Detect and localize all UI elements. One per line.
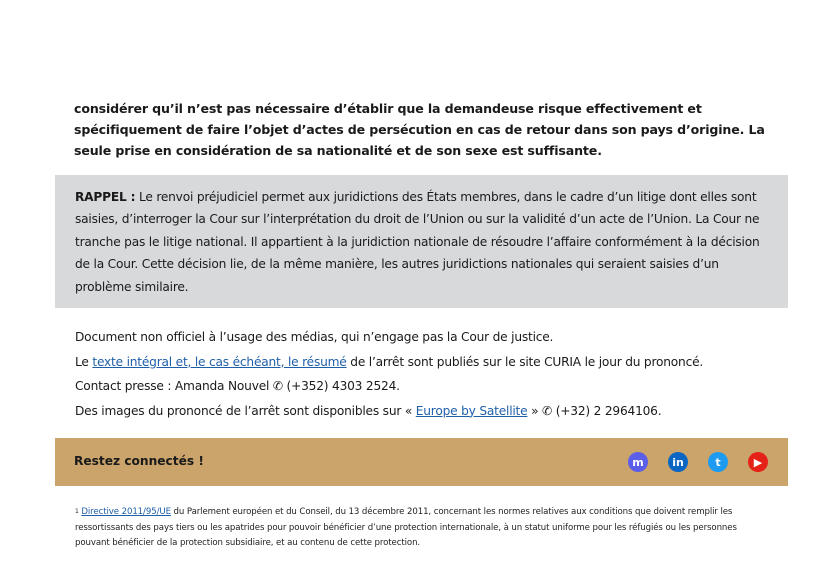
rappel-label: RAPPEL :: [75, 190, 136, 204]
press-fulltext-line: [75, 350, 775, 375]
press-contact: Contact presse : Amanda Nouvel ✆ (+352) 4303 2524.: [75, 379, 400, 393]
footnote-text: du Parlement européen et du Conseil, du 13 décembre 2011, concernant les normes relatives aux conditions que doivent remplir les ressortissants des pays tiers ou les apatrides pour pouvoir bénéficier d’une protection internationale, à un statut uniforme pour les réfugiés ou les personnes pouvant bénéficier de la protection subsidiaire, et au contenu de cette protection.: [75, 507, 737, 548]
stay-connected-label: Restez connectés !: [74, 454, 204, 468]
rappel-text: Le renvoi préjudiciel permet aux juridictions des États membres, dans le cadre d’un litige dont elles sont saisies, d’interroger la Cour sur l’interprétation du droit de l’Union ou sur la validité d’un acte de l’Union. La Cour ne tranche pas le litige national. Il appartient à la juridiction nationale de résoudre l’affaire conformément à la décision de la Cour. Cette décision lie, de la même manière, les autres juridictions nationales qui seraient saisies d’un problème similaire.: [75, 190, 760, 294]
europe-by-satellite-link[interactable]: Europe by Satellite: [415, 403, 528, 418]
fulltext-link[interactable]: texte intégral et, le cas échéant, le résumé: [92, 354, 347, 369]
press-fulltext-post: de l’arrêt sont publiés sur le site CURIA le jour du prononcé.: [346, 354, 704, 369]
directive-link[interactable]: Directive 2011/95/UE: [81, 507, 171, 517]
footnote-marker: 1: [75, 508, 79, 515]
twitter-icon[interactable]: t: [708, 452, 728, 472]
press-images-line: [75, 399, 775, 424]
linkedin-icon[interactable]: in: [668, 452, 688, 472]
rappel-box: [55, 175, 788, 308]
intro-paragraph: considérer qu’il n’est pas nécessaire d’établir que la demandeuse risque effectivement et spécifiquement de faire l’objet d’actes de persécution en cas de retour dans son pays d’origine. La seule prise en considération de sa nationalité et de son sexe est suffisante.: [74, 101, 765, 158]
press-images-post: » ✆ (+32) 2 2964106.: [527, 403, 662, 418]
mastodon-icon[interactable]: m: [628, 452, 648, 472]
press-images-pre: Des images du prononcé de l’arrêt sont disponibles sur «: [75, 403, 416, 418]
press-info: [75, 325, 775, 423]
stay-connected-bar: [55, 438, 788, 486]
press-disclaimer: Document non officiel à l’usage des médias, qui n’engage pas la Cour de justice.: [75, 330, 554, 344]
youtube-icon[interactable]: ▶: [748, 452, 768, 472]
footnote: [75, 505, 765, 552]
press-fulltext-pre: Le: [75, 354, 93, 369]
